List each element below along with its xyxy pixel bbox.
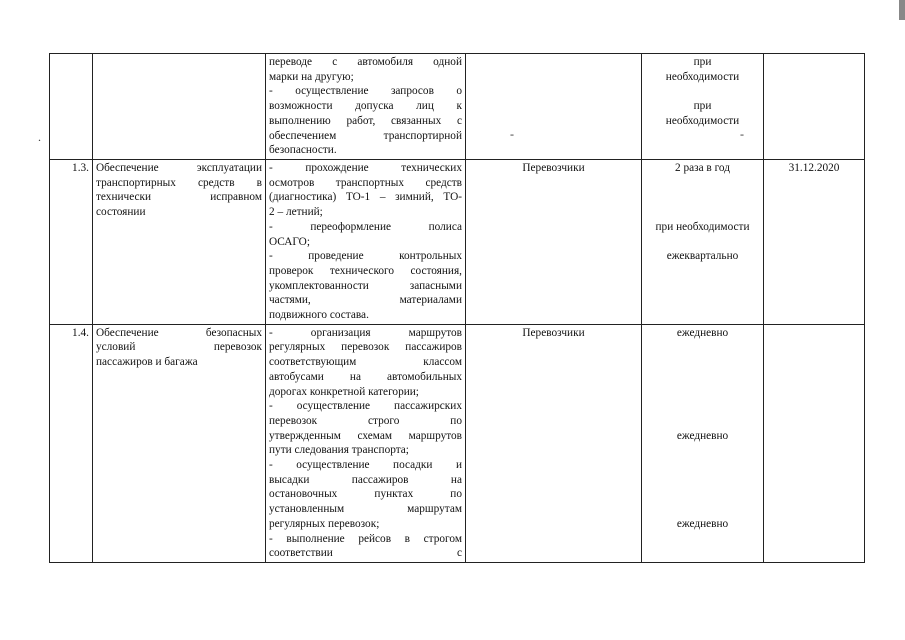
row-number [50, 54, 93, 160]
text-line: состоянии [96, 206, 146, 219]
executor-cell: Перевозчики [466, 160, 642, 325]
text-line: - осуществление запросов о [269, 85, 462, 98]
period-line [645, 205, 760, 220]
period-line: ежедневно [676, 326, 729, 339]
text-line: марки на другую; [269, 70, 354, 83]
deadline-cell [764, 324, 865, 562]
text-line: технически исправном [96, 191, 262, 204]
text-line: - переоформление полиса [269, 220, 462, 233]
text-line: утвержденным схемам маршрутов [269, 429, 462, 442]
text-line: осмотров транспортных средств [269, 176, 462, 189]
periodicity-cell [642, 160, 764, 325]
measure-name-cell [93, 160, 266, 325]
stray-mark: . [38, 130, 41, 144]
text-line: - выполнение рейсов в строгом [269, 532, 462, 545]
table-row [50, 324, 865, 562]
text-line: соответствии с [269, 547, 462, 560]
period-line: ежедневно [676, 517, 729, 530]
deadline-cell [764, 54, 865, 160]
period-line [645, 355, 760, 370]
text-line: соответствующим классом [269, 356, 462, 369]
text-line: выполнению работ, связанных с [269, 114, 462, 127]
text-line: ОСАГО; [269, 235, 310, 248]
period-line: необходимости [665, 114, 740, 127]
measure-content-cell [266, 324, 466, 562]
text-line: - прохождение технических [269, 162, 462, 174]
period-line [645, 502, 760, 517]
text-line: дорогах конкретной категории; [269, 385, 419, 398]
measure-content-cell [266, 160, 466, 325]
stray-mark: - [740, 127, 744, 141]
text-line: Обеспечение безопасных [96, 326, 262, 339]
executor-cell [466, 54, 642, 160]
period-line: при [693, 56, 712, 68]
row-number: 1.3. [50, 160, 93, 325]
text-line: подвижного состава. [269, 309, 369, 322]
period-line [645, 458, 760, 473]
text-line: пассажиров и багажа [96, 356, 198, 369]
page-corner-mark [899, 0, 905, 20]
period-line [645, 340, 760, 355]
text-line: установленным маршрутам [269, 503, 462, 516]
row-number: 1.4. [50, 324, 93, 562]
text-line: остановочных пунктах по [269, 488, 462, 501]
text-line: транспортирных средств в [96, 176, 262, 189]
measure-name-cell [93, 54, 266, 160]
text-line: регулярных перевозок; [269, 517, 380, 530]
period-line [645, 399, 760, 414]
period-line [645, 385, 760, 400]
text-line: - организация маршрутов [269, 326, 462, 339]
measures-table-body [50, 54, 865, 563]
text-line: укомплектованности запасными [269, 279, 462, 292]
text-line: условий перевозок [96, 341, 262, 354]
text-line: обеспечением транспортирной [269, 129, 462, 142]
text-line: перевозок строго по [269, 414, 462, 427]
text-line: 2 – летний; [269, 206, 323, 219]
period-line: ежедневно [676, 429, 729, 442]
period-line [645, 487, 760, 502]
period-line: при необходимости [655, 220, 750, 233]
text-line: возможности допуска лиц к [269, 100, 462, 113]
deadline-cell: 31.12.2020 [764, 160, 865, 325]
text-line: проверок технического состояния, [269, 264, 462, 277]
text-line: высадки пассажиров на [269, 473, 462, 486]
period-line [645, 370, 760, 385]
text-line: автобусами на автомобильных [269, 370, 462, 383]
text-line: (диагностика) ТО-1 – зимний, ТО- [269, 191, 462, 204]
period-line [645, 234, 760, 249]
text-line: безопасности. [269, 144, 337, 157]
text-line: - осуществление посадки и [269, 459, 462, 472]
period-line [645, 473, 760, 488]
text-line: Обеспечение эксплуатации [96, 162, 262, 174]
measure-name-cell [93, 324, 266, 562]
text-line: - осуществление пассажирских [269, 400, 462, 413]
table-row [50, 160, 865, 325]
measures-table [49, 53, 865, 563]
period-line: при [693, 100, 712, 113]
periodicity-cell [642, 54, 764, 160]
text-line: частями, материалами [269, 294, 462, 307]
period-line: необходимости [665, 70, 740, 83]
text-line: переводе с автомобиля одной [269, 56, 462, 68]
periodicity-cell [642, 324, 764, 562]
period-line [645, 190, 760, 205]
period-line [645, 414, 760, 429]
period-line [645, 443, 760, 458]
text-line: пути следования транспорта; [269, 444, 409, 457]
table-row [50, 54, 865, 160]
measure-content-cell [266, 54, 466, 160]
text-line: регулярных перевозок пассажиров [269, 341, 462, 354]
period-line: ежеквартально [666, 250, 739, 263]
period-line [645, 84, 760, 99]
stray-mark: - [510, 127, 514, 141]
period-line [645, 176, 760, 191]
text-line: - проведение контрольных [269, 250, 462, 263]
executor-cell: Перевозчики [466, 324, 642, 562]
period-line: 2 раза в год [674, 162, 731, 174]
